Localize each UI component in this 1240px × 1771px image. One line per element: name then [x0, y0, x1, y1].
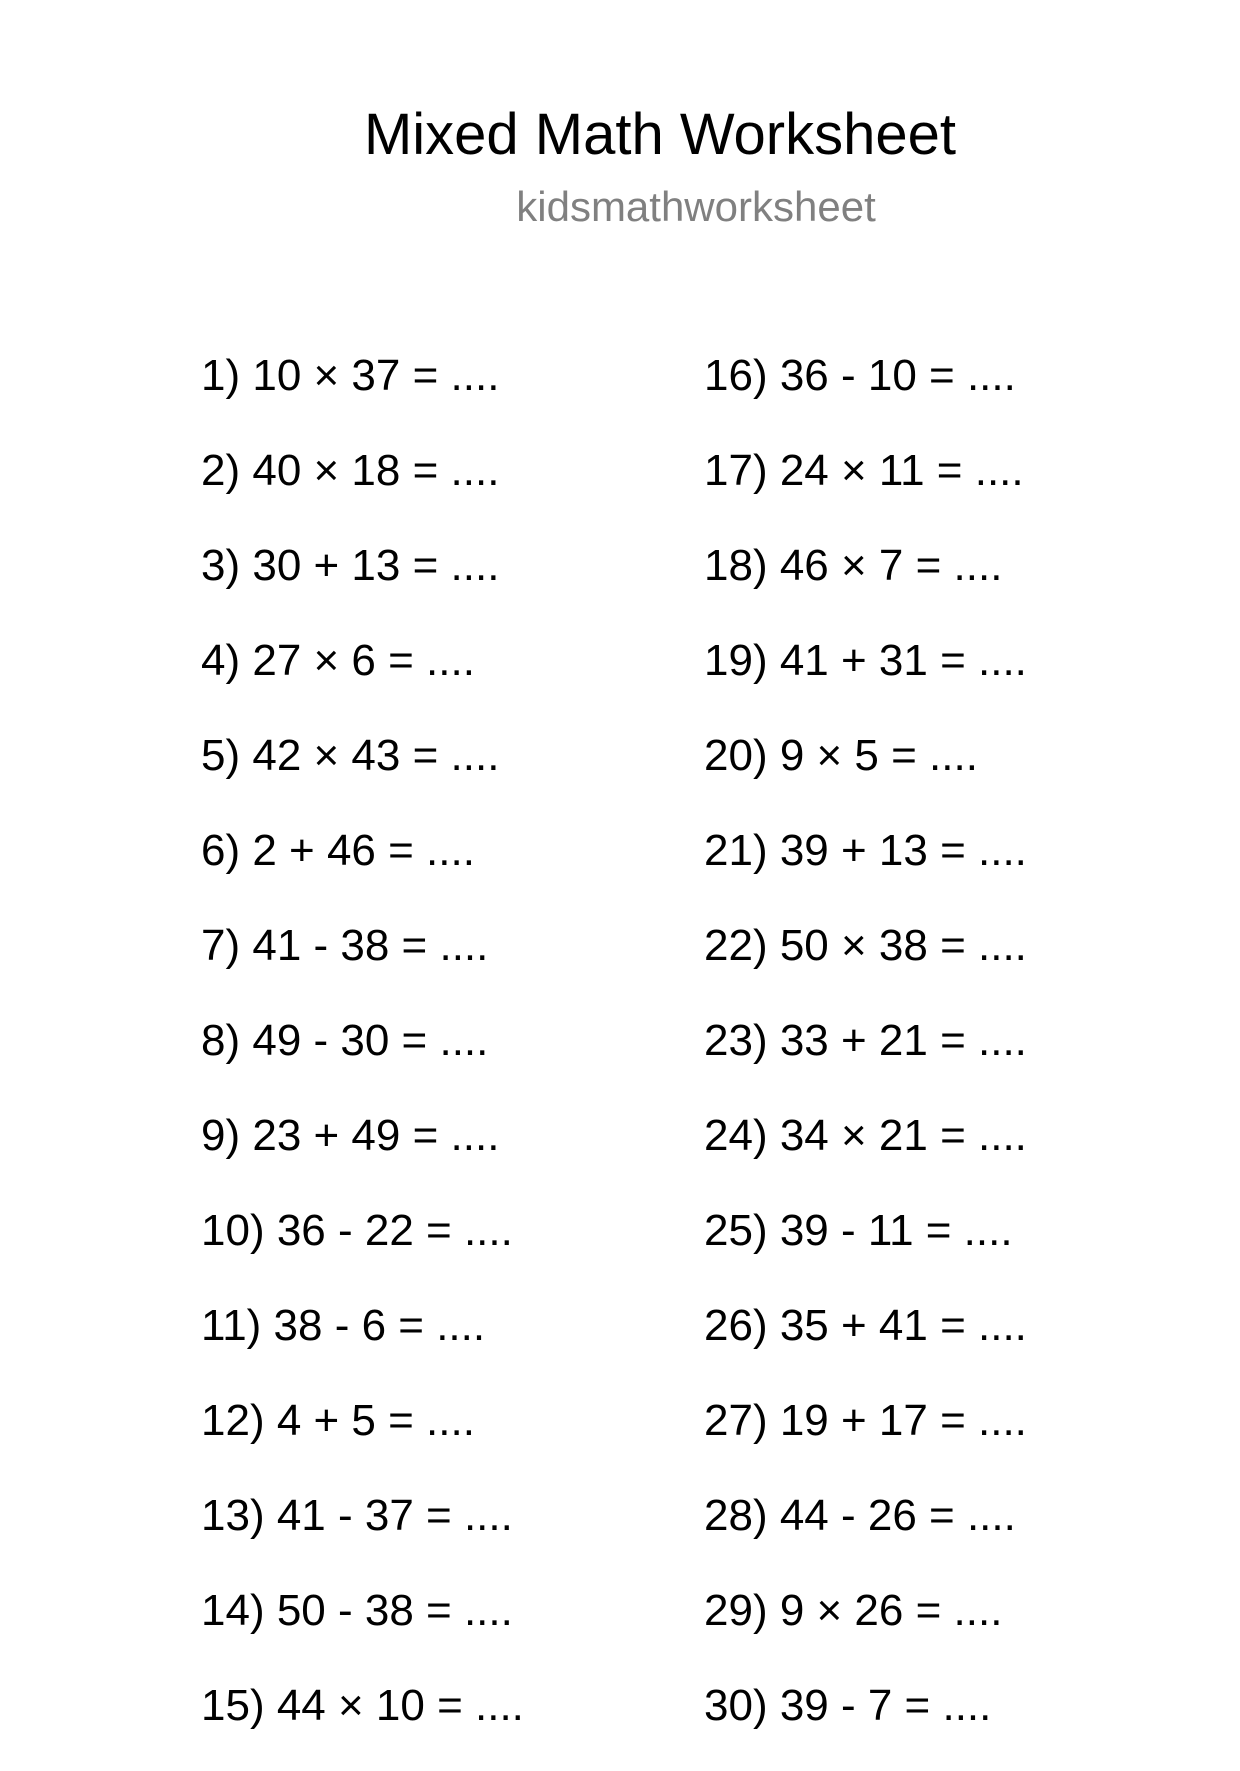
problem-column-left [201, 346, 524, 1771]
problem-item: 24) 34 × 21 = .... [704, 1111, 1027, 1160]
problem-item: 30) 39 - 7 = .... [704, 1681, 992, 1730]
problem-item: 3) 30 + 13 = .... [201, 541, 500, 590]
page-title: Mixed Math Worksheet [363, 102, 957, 167]
problem-item: 29) 9 × 26 = .... [704, 1586, 1003, 1635]
problem-item: 15) 44 × 10 = .... [201, 1681, 524, 1730]
problem-item: 10) 36 - 22 = .... [201, 1206, 513, 1255]
problem-item: 7) 41 - 38 = .... [201, 921, 489, 970]
problem-item: 17) 24 × 11 = .... [704, 446, 1024, 495]
problem-item: 20) 9 × 5 = .... [704, 731, 978, 780]
problem-item: 19) 41 + 31 = .... [704, 636, 1027, 685]
problem-item: 13) 41 - 37 = .... [201, 1491, 513, 1540]
problem-item: 14) 50 - 38 = .... [201, 1586, 513, 1635]
problem-item: 25) 39 - 11 = .... [704, 1206, 1013, 1255]
problem-item: 26) 35 + 41 = .... [704, 1301, 1027, 1350]
problem-item: 16) 36 - 10 = .... [704, 351, 1016, 400]
problem-item: 27) 19 + 17 = .... [704, 1396, 1027, 1445]
problem-item: 23) 33 + 21 = .... [704, 1016, 1027, 1065]
problem-item: 21) 39 + 13 = .... [704, 826, 1027, 875]
problem-column-right [704, 346, 1027, 1771]
problem-item: 12) 4 + 5 = .... [201, 1396, 475, 1445]
problem-item: 5) 42 × 43 = .... [201, 731, 500, 780]
problem-item: 11) 38 - 6 = .... [201, 1301, 486, 1350]
problem-item: 9) 23 + 49 = .... [201, 1111, 500, 1160]
problem-item: 1) 10 × 37 = .... [201, 351, 500, 400]
problem-item: 8) 49 - 30 = .... [201, 1016, 489, 1065]
problem-item: 22) 50 × 38 = .... [704, 921, 1027, 970]
problem-item: 2) 40 × 18 = .... [201, 446, 500, 495]
page-subtitle: kidsmathworksheet [516, 183, 876, 230]
problem-item: 6) 2 + 46 = .... [201, 826, 475, 875]
problem-item: 28) 44 - 26 = .... [704, 1491, 1016, 1540]
problem-item: 18) 46 × 7 = .... [704, 541, 1003, 590]
problem-item: 4) 27 × 6 = .... [201, 636, 475, 685]
